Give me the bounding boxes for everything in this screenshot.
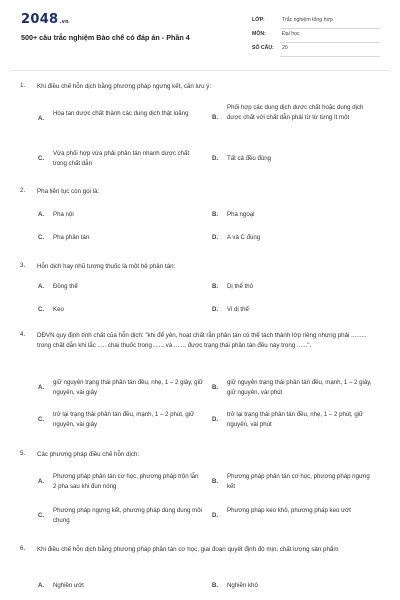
option-text: Phương pháp ngưng kết, phương pháp dùng dung môi chung bbox=[53, 507, 202, 524]
option-text: A và C đúng bbox=[227, 234, 261, 241]
question-number: 5. bbox=[20, 450, 26, 457]
option-text: Phương pháp keo khô, phương pháp keo ướt bbox=[227, 507, 351, 514]
meta-label: MÔN: bbox=[252, 31, 266, 37]
question-number: 6. bbox=[20, 545, 26, 552]
meta-info-box bbox=[252, 15, 380, 57]
site-logo[interactable] bbox=[21, 12, 69, 27]
option-text: Tất cả đều đúng bbox=[227, 155, 272, 162]
meta-label: LỚP: bbox=[252, 17, 265, 23]
option-text: giữ nguyên trạng thái phân tán đều, nhẹ, 1 – 2 giây, giữ nguyên, vài giây bbox=[53, 379, 204, 396]
option-text: Đồng thể bbox=[53, 283, 78, 290]
option-text: Nghiền khô bbox=[227, 582, 258, 589]
option-text: trở lại trạng thái phân tán đều, nhẹ, 1 – 2 phút, giữ nguyên, vài phút bbox=[227, 411, 364, 428]
option-text: Phối hợp các dung dịch dược chất hoặc dung dịch dược chất với chất dẫn phải từ từ từng ít một bbox=[227, 104, 364, 121]
question-number: 1. bbox=[20, 82, 26, 89]
question-text: Pha liên tục còn gọi là: bbox=[37, 188, 100, 195]
option-text: trở lại trạng thái phân tán đều, mạnh, 1 – 2 phút, giữ nguyên, vài giây bbox=[53, 411, 195, 428]
option-text: Pha ngoại bbox=[227, 211, 255, 218]
meta-value: 20 bbox=[282, 45, 288, 51]
logo-suffix: .vn bbox=[59, 19, 70, 25]
option-text: Vi dị thể bbox=[227, 306, 249, 313]
question-text: Khi điều chế hỗn dịch bằng phương pháp ngưng kết, cần lưu ý: bbox=[37, 83, 212, 90]
meta-value: Đại học bbox=[282, 31, 300, 37]
question-number: 3. bbox=[20, 262, 26, 269]
meta-row-class bbox=[252, 15, 380, 29]
header-divider bbox=[10, 70, 390, 71]
meta-row-count bbox=[252, 43, 380, 57]
meta-label: SỐ CÂU: bbox=[252, 45, 274, 51]
option-text: Vừa phối hợp vừa phải phân tán nhanh dược chất trong chất dẫn bbox=[53, 150, 190, 167]
option-text: Nghiền ướt bbox=[53, 582, 84, 589]
question-number: 2. bbox=[20, 187, 26, 194]
option-text: Phương pháp phân tán cơ học, phương pháp trộn lẫn 2 pha sau khi đun nóng bbox=[53, 473, 199, 490]
logo-text: 2048 bbox=[21, 12, 59, 27]
document-title: 500+ câu trắc nghiệm Bào chế có đáp án - Phần 4 bbox=[21, 33, 190, 42]
option-text: Keo bbox=[53, 306, 64, 313]
option-text: Dị thể thô bbox=[227, 283, 254, 290]
question-text: DĐVN quy định tính chất của hỗn dịch: "khi để yên, hoạt chất rắn phân tán có thể tách thành lớp riêng nhưng phải ......... trong chất dẫn khi lắc ..... chai thuốc trong ...... và ....... được trạng thái phân tán đều này trong ......". bbox=[37, 332, 367, 349]
question-text: Hỗn dịch hay nhũ tương thuốc là một hệ phân tán: bbox=[37, 263, 176, 270]
option-text: Pha phân tán bbox=[53, 234, 90, 241]
option-text: giữ nguyên trạng thái phân tán đều, mạnh, 1 – 2 giây, giữ nguyên, vài phút bbox=[227, 379, 372, 396]
meta-value: Trắc nghiệm tổng hợp bbox=[282, 17, 333, 23]
question-number: 4. bbox=[20, 331, 26, 338]
question-text: Khi điều chế hỗn dịch bằng phương pháp phân tán cơ học, giai đoạn quyết định độ mịn, chất lượng sản phẩm bbox=[37, 546, 339, 553]
document-header bbox=[0, 0, 400, 72]
question-text: Các phương pháp điều chế hỗn dịch: bbox=[37, 451, 140, 458]
option-text: Hòa tan dược chất thành các dung dịch thật loãng bbox=[53, 110, 189, 117]
option-text: Phương pháp phân tán cơ học, phương pháp ngưng kết bbox=[227, 473, 370, 490]
meta-underline bbox=[280, 56, 380, 57]
option-text: Pha nội bbox=[53, 211, 74, 218]
meta-row-subject bbox=[252, 29, 380, 43]
